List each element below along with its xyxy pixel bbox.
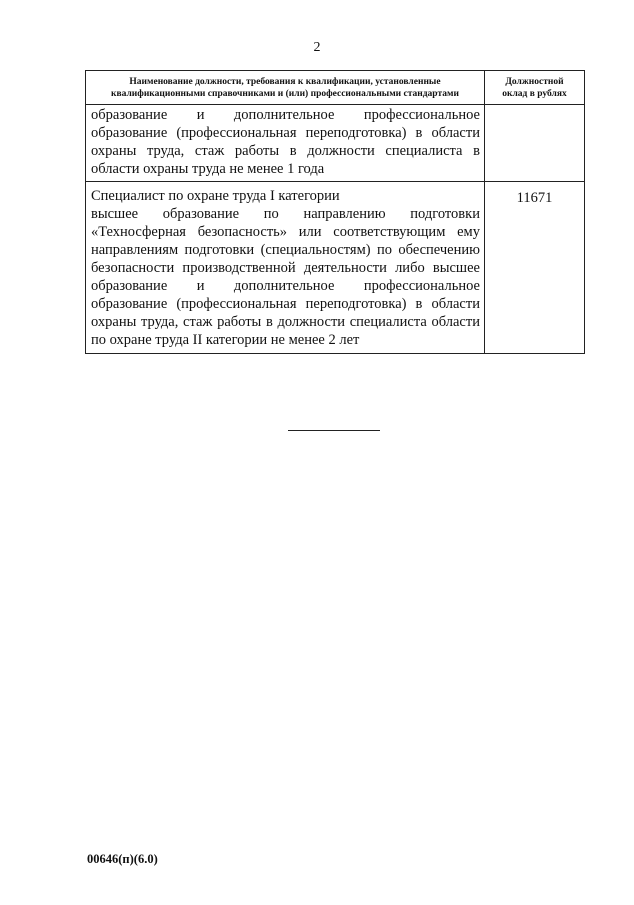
header-salary	[484, 71, 584, 105]
header-position-line: Наименование должности, требования к квалификации, установленные	[129, 77, 441, 87]
row-salary	[484, 105, 584, 182]
row-requirements	[86, 105, 485, 182]
text-line: высшее образование по направлению подготовки	[91, 206, 480, 222]
document-code: 00646(п)(6.0)	[87, 852, 158, 866]
header-salary-line: оклад в рублях	[502, 89, 567, 99]
position-title: Специалист по охране труда I категории	[91, 188, 340, 204]
text-line: охраны труда, стаж работы в должности специалиста области	[91, 314, 480, 330]
page-number: 2	[313, 40, 321, 55]
text-line: образование и дополнительное профессиональное	[91, 278, 480, 294]
text-line: образование (профессиональная переподготовка) в области	[91, 125, 480, 141]
salary-table	[85, 70, 585, 354]
text-line: безопасности производственной деятельности либо высшее	[91, 260, 480, 276]
header-position-line: квалификационными справочниками и (или) профессиональными стандартами	[111, 89, 459, 99]
header-salary-line: Должностной	[505, 77, 564, 87]
table-header-row	[86, 71, 585, 105]
text-line: охраны труда, стаж работы в должности специалиста в	[91, 143, 480, 159]
text-line: направлениям подготовки (специальностям) по обеспечению	[91, 242, 480, 258]
text-line: «Техносферная безопасность» или соответствующим ему	[91, 224, 480, 240]
text-line: образование и дополнительное профессиональное	[91, 107, 480, 123]
table-row	[86, 105, 585, 182]
end-rule	[288, 430, 380, 431]
text-line: по охране труда II категории не менее 2 лет	[91, 332, 360, 348]
table-row	[86, 182, 585, 354]
text-line: области охраны труда не менее 1 года	[91, 161, 325, 177]
text-line: образование (профессиональная переподготовка) в области	[91, 296, 480, 312]
row-requirements	[86, 182, 485, 354]
row-salary: 11671	[484, 182, 584, 354]
header-position	[86, 71, 485, 105]
